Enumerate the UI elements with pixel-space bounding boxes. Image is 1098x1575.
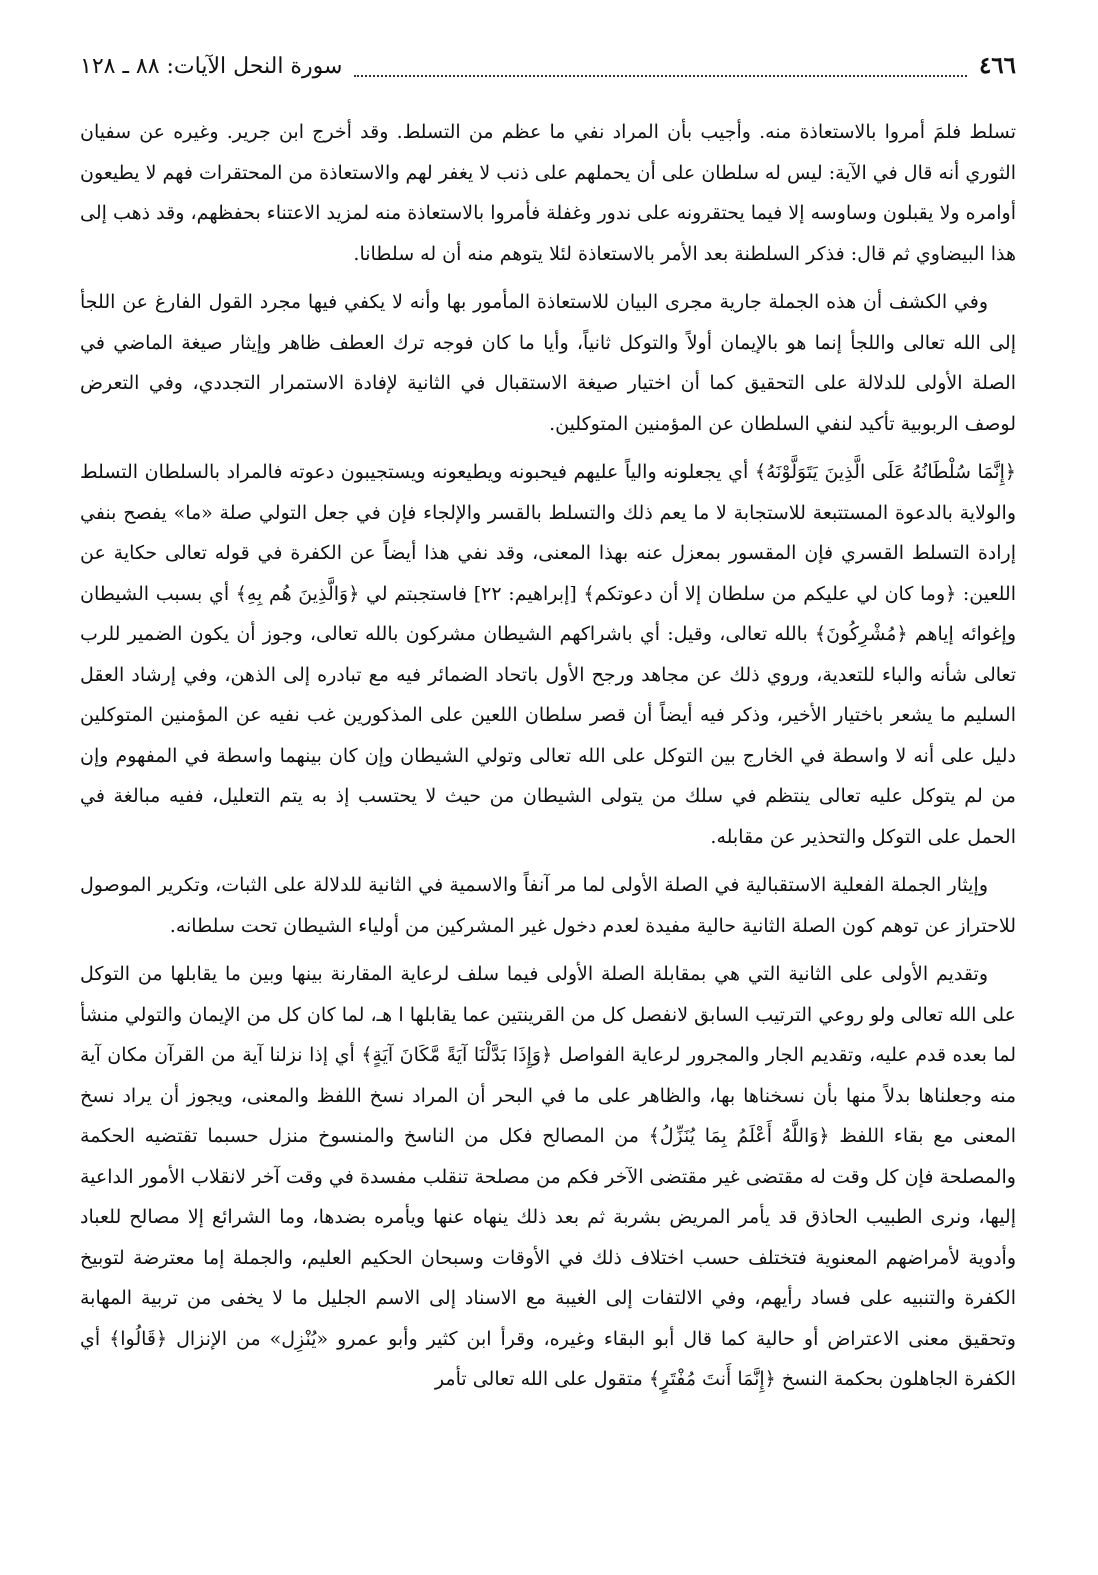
paragraph: ﴿إِنَّمَا سُلْطَانُهُ عَلَى الَّذِينَ يَتَوَلَّوْنَهُ﴾ أي يجعلونه والياً عليهم فيحبونه ويطيعونه ويستجيبون دعوته فالمراد بالسلطان التسلط والولاية بالدعوة المستتبعة للاستجابة لا ما يعم ذلك والتسلط بالقسر والإلجاء فإن في جعل التولي صلة «ما» يفصح بنفي إرادة التسلط القسري فإن المقسور بمعزل عنه بهذا المعنى، وقد نفي هذا أيضاً عن الكفرة في قوله تعالى حكاية عن اللعين: ﴿وما كان لي عليكم من سلطان إلا أن دعوتكم﴾ [إبراهيم: ٢٢] فاستجبتم لي ﴿وَالَّذِينَ هُم بِهِ﴾ أي بسبب الشيطان وإغوائه إياهم ﴿مُشْرِكُونَ﴾ بالله تعالى، وقيل: أي باشراكهم الشيطان مشركون بالله تعالى، وجوز أن يكون الضمير للرب تعالى شأنه والباء للتعدية، وروي ذلك عن مجاهد ورجح الأول باتحاد الضمائر فيه مع تبادره إلى الذهن، وفي إرشاد العقل السليم ما يشعر باختيار الأخير، وذكر فيه أيضاً أن قصر سلطان اللعين على المذكورين غب نفيه عن المؤمنين المتوكلين دليل على أنه لا واسطة في الخارج بين التوكل على الله تعالى وتولي الشيطان وإن كان بينهما واسطة في المفهوم وإن من لم يتوكل عليه تعالى ينتظم في سلك من يتولى الشيطان من حيث لا يحتسب إذ به يتم التعليل، ففيه مبالغة في الحمل على التوكل والتحذير عن مقابله. bbox=[80, 461, 1016, 848]
body-text bbox=[80, 112, 1016, 1400]
running-title: سورة النحل الآيات: ٨٨ ـ ١٢٨ bbox=[80, 54, 343, 79]
paragraph: وفي الكشف أن هذه الجملة جارية مجرى البيان للاستعاذة المأمور بها وأنه لا يكفي فيها مجرد القول الفارغ عن اللجأ إلى الله تعالى واللجأ إنما هو بالإيمان أولاً والتوكل ثانياً، وأيا ما كان فوجه ترك العطف ظاهر وإيثار صيغة الماضي في الصلة الأولى للدلالة على التحقيق كما أن اختيار صيغة الاستقبال في الثانية لإفادة الاستمرار التجددي، وفي التعرض لوصف الربوبية تأكيد لنفي السلطان عن المؤمنين المتوكلين. bbox=[80, 291, 1016, 435]
header-dotted-leader bbox=[354, 75, 967, 77]
paragraph: وإيثار الجملة الفعلية الاستقبالية في الصلة الأولى لما مر آنفاً والاسمية في الثانية للدلالة على الثبات، وتكرير الموصول للاحتراز عن توهم كون الصلة الثانية حالية مفيدة لعدم دخول غير المشركين من أولياء الشيطان تحت سلطانه. bbox=[80, 874, 1016, 937]
paragraph: تسلط فلمَ أمروا بالاستعاذة منه. وأجيب بأن المراد نفي ما عظم من التسلط. وقد أخرج ابن جرير. وغيره عن سفيان الثوري أنه قال في الآية: ليس له سلطان على أن يحملهم على ذنب لا يغفر لهم والاستعاذة من المحتقرات فهم لا يطيعون أوامره ولا يقبلون وساوسه إلا فيما يحتقرونه على ندور وغفلة فأمروا بالاستعاذة منه لمزيد الاعتناء بحفظهم، وقد ذهب إلى هذا البيضاوي ثم قال: فذكر السلطنة بعد الأمر بالاستعاذة لئلا يتوهم منه أن له سلطانا. bbox=[80, 121, 1016, 265]
page-header bbox=[80, 52, 1016, 94]
paragraph: وتقديم الأولى على الثانية التي هي بمقابلة الصلة الأولى فيما سلف لرعاية المقارنة بينها وبين ما يقابلها من التوكل على الله تعالى ولو روعي الترتيب السابق لانفصل كل من القرينتين عما يقابلها ا هـ، لما كان كل من الإيمان والتولي منشأ لما بعده قدم عليه، وتقديم الجار والمجرور لرعاية الفواصل ﴿وَإِذَا بَدَّلْنَا آيَةً مَّكَانَ آيَةٍ﴾ أي إذا نزلنا آية من القرآن مكان آية منه وجعلناها بدلاً منها بأن نسخناها بها، والظاهر على ما في البحر أن المراد نسخ اللفظ والمعنى، ويجوز أن يراد نسخ المعنى مع بقاء اللفظ ﴿وَاللَّهُ أَعْلَمُ بِمَا يُنَزِّلُ﴾ من المصالح فكل من الناسخ والمنسوخ منزل حسبما تقتضيه الحكمة والمصلحة فإن كل وقت له مقتضى غير مقتضى الآخر فكم من مصلحة تنقلب مفسدة في وقت آخر لانقلاب الأمور الداعية إليها، ونرى الطبيب الحاذق قد يأمر المريض بشربة ثم بعد ذلك ينهاه عنها ويأمره بضدها، وما الشرائع إلا مصالح للعباد وأدوية لأمراضهم المعنوية فتختلف حسب اختلاف ذلك في الأوقات وسبحان الحكيم العليم، والجملة إما معترضة لتوبيخ الكفرة والتنبيه على فساد رأيهم، وفي الالتفات إلى الغيبة مع الاسناد إلى الاسم الجليل ما لا يخفى من تربية المهابة وتحقيق معنى الاعتراض أو حالية كما قال أبو البقاء وغيره، وقرأ ابن كثير وأبو عمرو «يُنْزِل» من الإنزال ﴿قَالُوا﴾ أي الكفرة الجاهلون بحكمة النسخ ﴿إِنَّمَا أَنتَ مُفْتَرٍ﴾ متقول على الله تعالى تأمر bbox=[80, 963, 1016, 1390]
page-number: ٤٦٦ bbox=[978, 52, 1016, 79]
